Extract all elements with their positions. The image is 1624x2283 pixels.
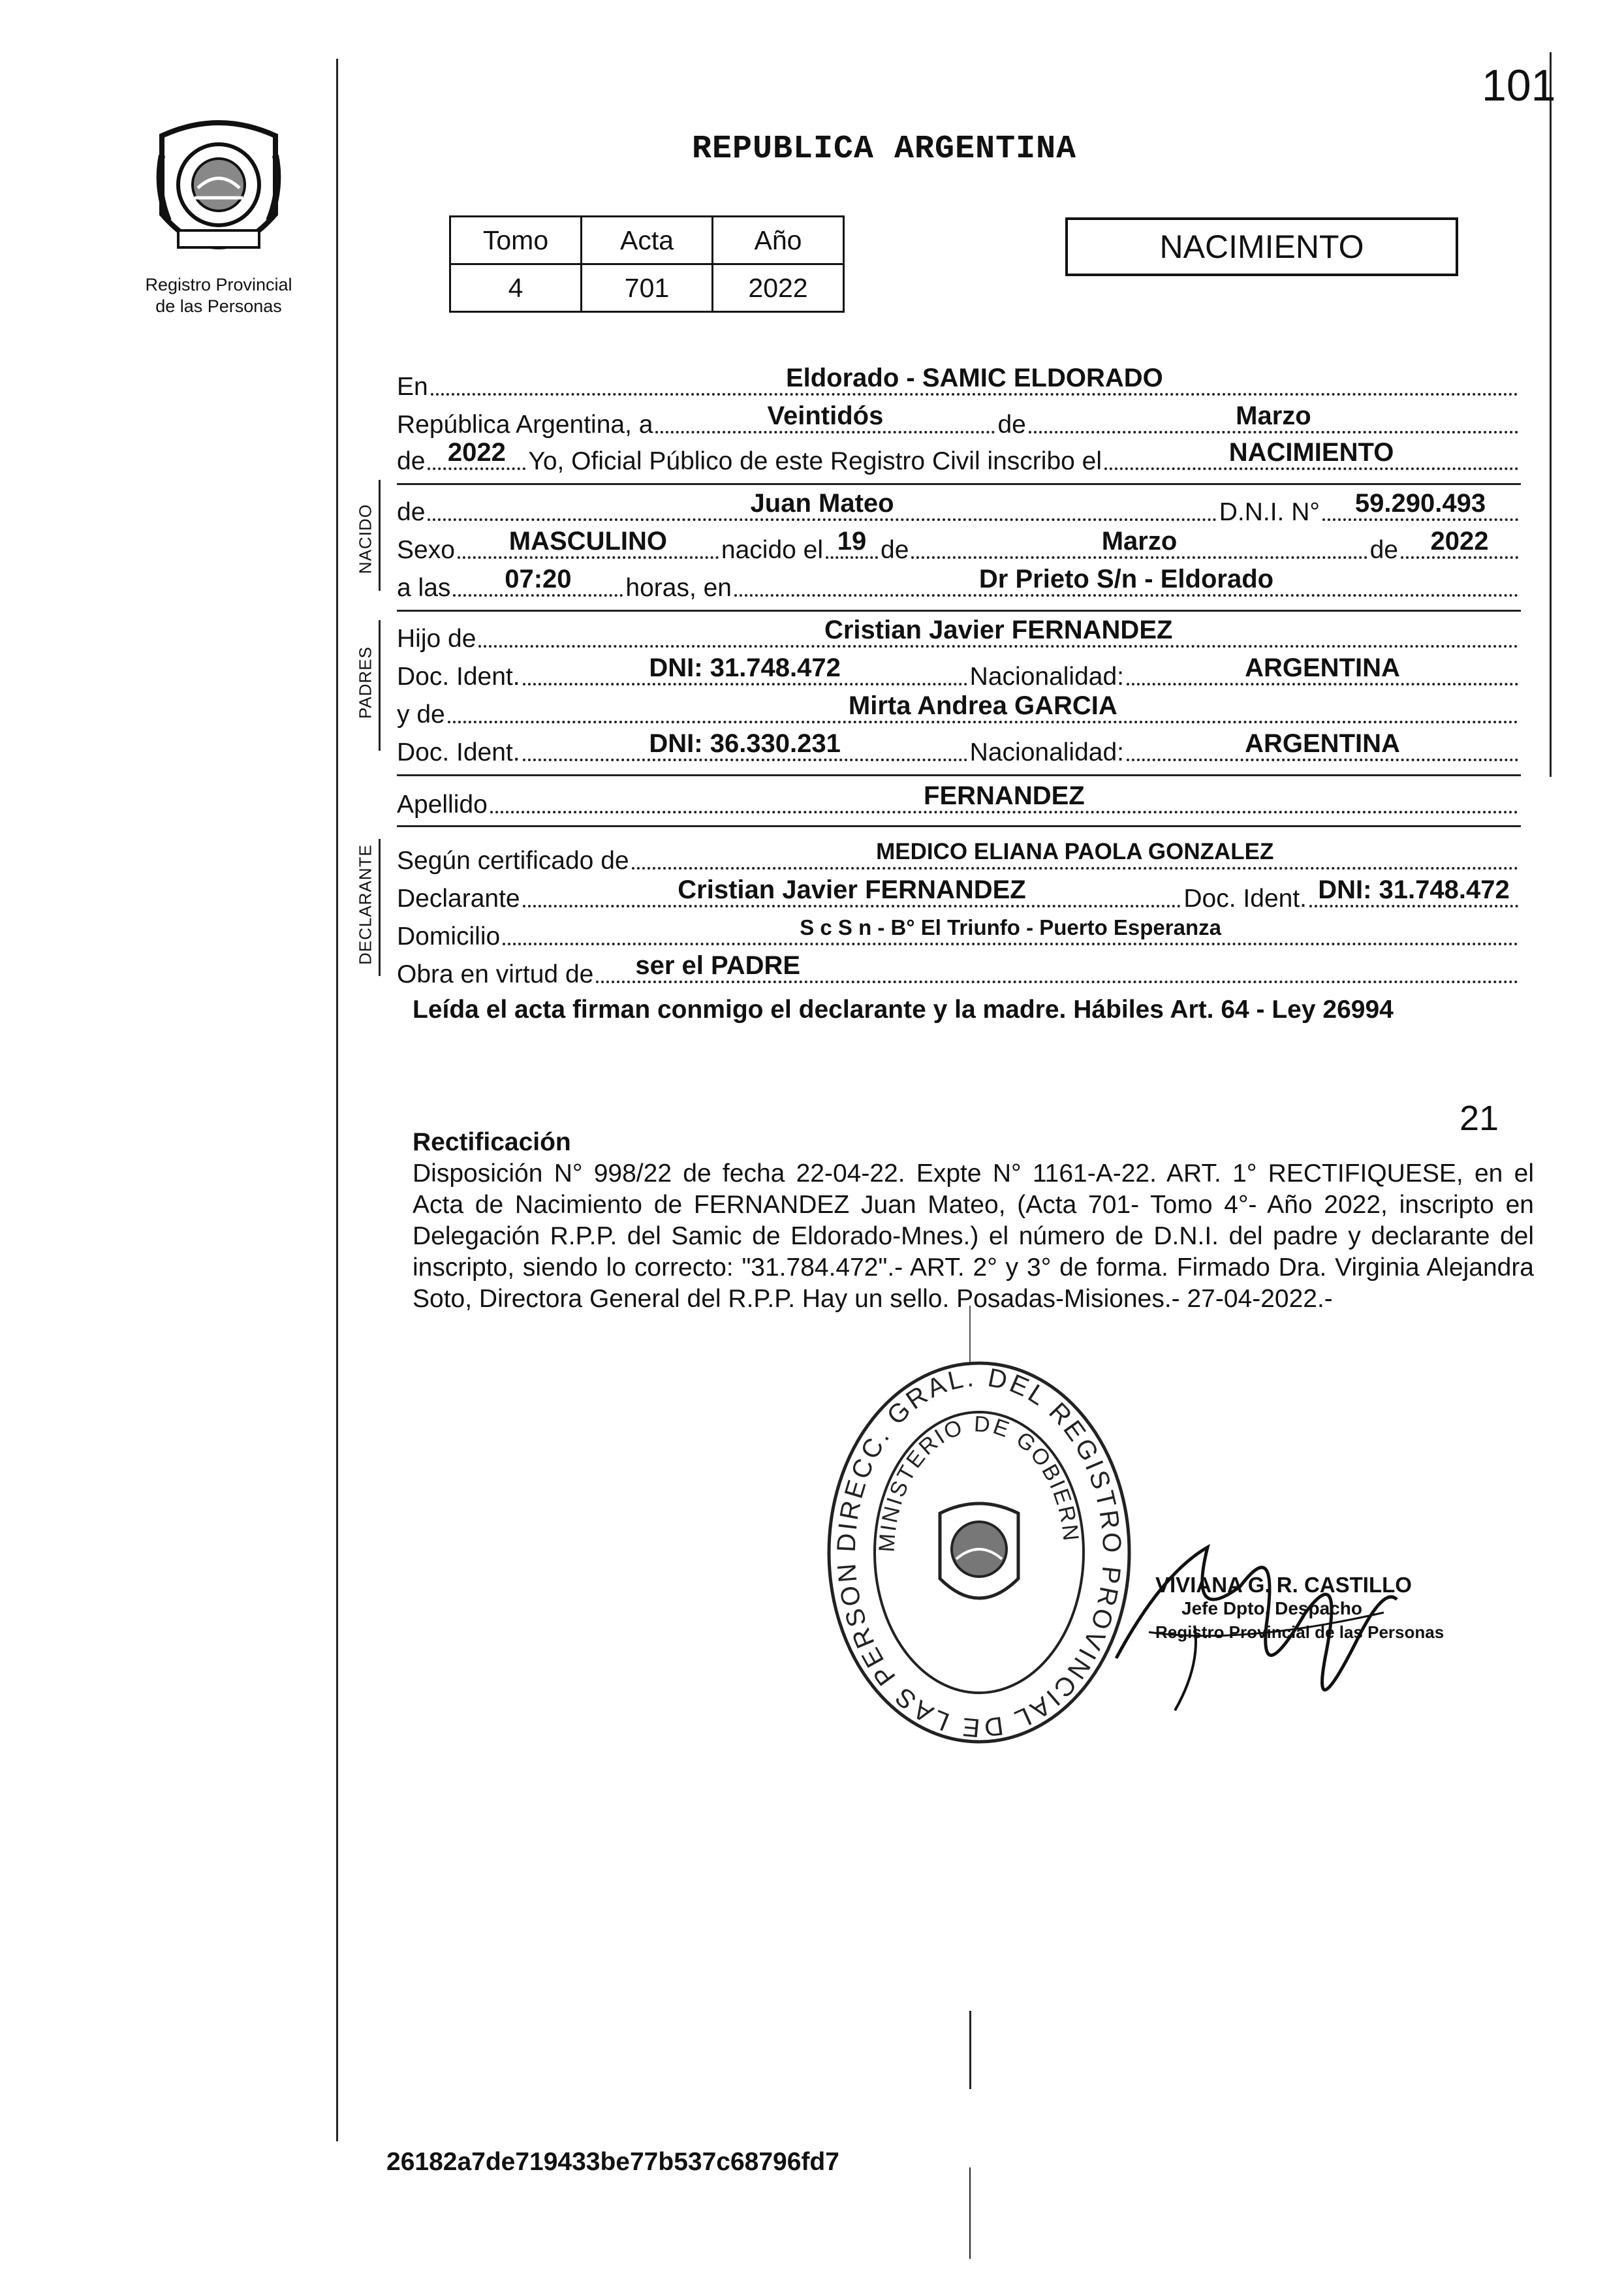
birth-month: Marzo [1101, 527, 1178, 556]
sexo-value: MASCULINO [508, 527, 668, 556]
signatory-org: Registro Provincial de las Personas [1155, 1622, 1444, 1642]
annotation-number: 21 [1460, 1099, 1499, 1138]
stamp-outer-text: DIRECC. GRAL. DEL REGISTRO PROVINCIAL DE LAS PERSON [832, 1362, 1127, 1742]
side-label-declarante: DECLARANTE [355, 844, 375, 965]
acta-value: 701 [582, 264, 713, 312]
record-type-box: NACIMIENTO [1065, 217, 1458, 276]
row-en [397, 363, 1521, 402]
record-table [449, 215, 845, 313]
mother-doc: DNI: 36.330.231 [649, 729, 841, 758]
obra-label: Obra en virtud de [397, 960, 594, 988]
oficial-text: Yo, Oficial Público de este Registro Civil inscribo el [528, 447, 1102, 475]
doc-ident-label: Doc. Ident. [397, 663, 520, 691]
signatory-role: Jefe Dpto. Despacho [1181, 1598, 1362, 1618]
en-value: Eldorado - SAMIC ELDORADO [785, 364, 1163, 392]
hijo-label: Hijo de [397, 625, 476, 653]
inscribe-value: NACIMIENTO [1228, 438, 1394, 467]
domicilio-label: Domicilio [397, 922, 501, 951]
row-hijo [397, 615, 1521, 654]
row-mother-doc [397, 729, 1521, 768]
declarante-label: Declarante [397, 885, 520, 913]
signature-block [1155, 1573, 1444, 1644]
dni-label: D.N.I. N° [1219, 498, 1320, 526]
anio-value: 2022 [713, 264, 844, 312]
time-value: 07:20 [505, 565, 572, 593]
apellido-label: Apellido [397, 791, 488, 819]
de-label-5: de [1369, 536, 1398, 564]
doc-ident-label-2: Doc. Ident. [397, 738, 520, 766]
year-value: 2022 [447, 438, 506, 467]
mother-name: Mirta Andrea GARCIA [848, 691, 1117, 720]
registry-label [98, 274, 339, 317]
rectificacion-body: Disposición N° 998/22 de fecha 22-04-22. Expte N° 1161-A-22. ART. 1° RECTIFIQUESE, en el Acta de Nacimiento de FERNANDEZ Juan Mateo, (Acta 701- Tomo 4°- Año 2022, inscripto en Delegación R.P.P. del Samic de Eldorado-Mnes.) el número de D.N.I. del padre y declarante del inscripto, siendo lo correcto: "31.784.472".- ART. 2° y 3° de forma. Firmado Dra. Virginia Alejandra Soto, Directora General del R.P.P. Hay un sello. Posadas-Misiones.- 27-04-2022.- [413, 1159, 1534, 1313]
row-certificado [397, 837, 1521, 876]
republica-label: República Argentina, a [397, 411, 653, 439]
registry-line1: Registro Provincial [145, 275, 292, 294]
stamp-inner-text: MINISTERIO DE GOBIERN [874, 1411, 1084, 1553]
father-nat: ARGENTINA [1245, 653, 1400, 682]
apellido-value: FERNANDEZ [924, 781, 1085, 810]
horas-label: horas, en [625, 574, 732, 602]
mother-nat: ARGENTINA [1245, 729, 1400, 758]
row-apellido [397, 781, 1521, 820]
de-label: de [997, 411, 1026, 439]
certificado-label: Según certificado de [397, 847, 629, 875]
row-declarante [397, 875, 1521, 914]
doc-ident-label-3: Doc. Ident. [1183, 885, 1307, 913]
birth-year: 2022 [1430, 527, 1489, 556]
acta-header: Acta [582, 217, 713, 264]
father-name: Cristian Javier FERNANDEZ [824, 616, 1173, 644]
certificado-value: MEDICO ELIANA PAOLA GONZALEZ [876, 839, 1274, 864]
row-republica [397, 401, 1521, 440]
day-value: Veintidós [767, 401, 884, 430]
side-label-padres: PADRES [355, 646, 375, 719]
obra-value: ser el PADRE [635, 951, 801, 980]
nacionalidad-label: Nacionalidad: [969, 663, 1124, 691]
nacionalidad-label-2: Nacionalidad: [969, 738, 1124, 766]
signatory-name: VIVIANA G. R. CASTILLO [1155, 1573, 1412, 1597]
row-y-de [397, 691, 1521, 730]
anio-header: Año [713, 217, 844, 264]
declarante-doc: DNI: 31.748.472 [1318, 875, 1510, 904]
name-value: Juan Mateo [750, 489, 894, 518]
tomo-value: 4 [450, 264, 582, 312]
nacido-label: nacido el [721, 536, 824, 564]
place-value: Dr Prieto S/n - Eldorado [978, 565, 1274, 593]
dni-value: 59.290.493 [1354, 489, 1486, 518]
row-nombre [397, 488, 1521, 527]
document-hash: 26182a7de719433be77b537c68796fd7 [386, 2148, 839, 2176]
page-title: REPUBLICA ARGENTINA [692, 131, 1077, 168]
de-label-4: de [881, 536, 909, 564]
sexo-label: Sexo [397, 536, 455, 564]
en-label: En [397, 373, 428, 401]
page-number: 101 [1482, 61, 1556, 110]
de-label-2: de [397, 447, 426, 475]
closing-text: Leída el acta firman conmigo el declarante y la madre. Hábiles Art. 64 - Ley 26994 [413, 996, 1394, 1024]
row-obra [397, 951, 1521, 990]
month-value: Marzo [1236, 401, 1311, 430]
side-label-nacido: NACIDO [355, 503, 375, 575]
y-de-label: y de [397, 701, 445, 729]
official-stamp [822, 1357, 1136, 1748]
rectificacion-title: Rectificación [413, 1128, 571, 1156]
row-sexo [397, 526, 1521, 565]
father-doc: DNI: 31.748.472 [649, 653, 841, 682]
a-las-label: a las [397, 574, 451, 602]
row-oficial [397, 437, 1521, 477]
registry-seal-logo [149, 116, 289, 273]
declarante-value: Cristian Javier FERNANDEZ [678, 875, 1026, 904]
de-label-3: de [397, 498, 426, 526]
row-hora [397, 564, 1521, 603]
row-domicilio [397, 913, 1521, 952]
registry-line2: de las Personas [155, 296, 282, 316]
tomo-header: Tomo [450, 217, 582, 264]
birth-day: 19 [837, 527, 867, 556]
domicilio-value: S c S n - B° El Triunfo - Puerto Esperanza [800, 915, 1221, 939]
row-father-doc [397, 653, 1521, 692]
